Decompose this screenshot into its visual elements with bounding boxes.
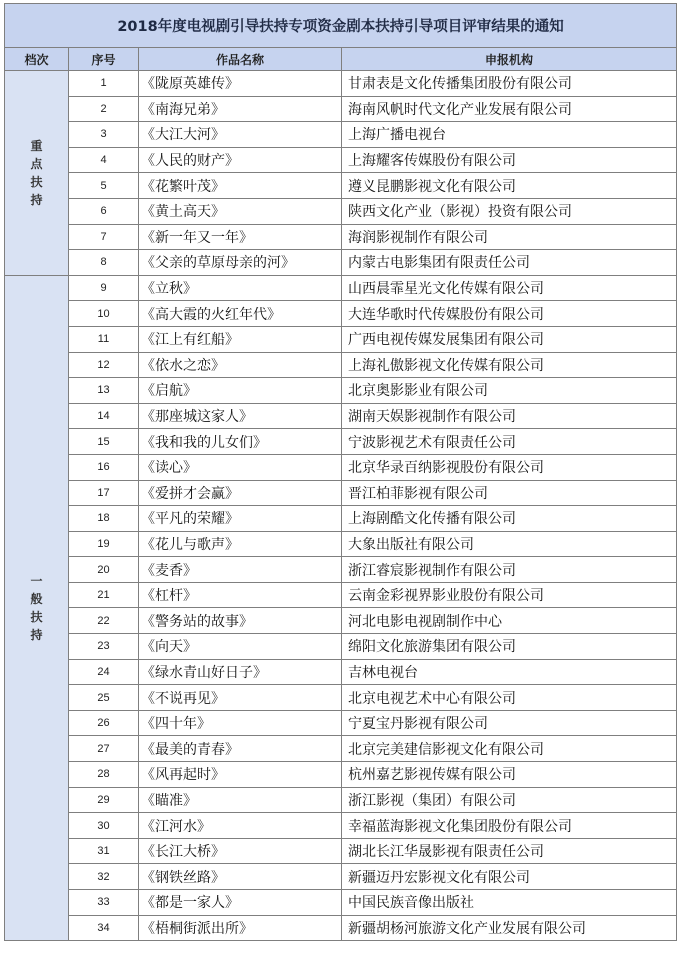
organization-name: 浙江睿宸影视制作有限公司 bbox=[342, 557, 677, 583]
row-number: 34 bbox=[69, 915, 139, 941]
organization-name: 北京华录百纳影视股份有限公司 bbox=[342, 454, 677, 480]
row-number: 33 bbox=[69, 890, 139, 916]
table-row bbox=[5, 736, 677, 762]
organization-name: 北京奥影影业有限公司 bbox=[342, 378, 677, 404]
work-title: 《花儿与歌声》 bbox=[139, 531, 342, 557]
organization-name: 海润影视制作有限公司 bbox=[342, 224, 677, 250]
table-row bbox=[5, 147, 677, 173]
organization-name: 新疆胡杨河旅游文化产业发展有限公司 bbox=[342, 915, 677, 941]
table-row bbox=[5, 634, 677, 660]
table-row bbox=[5, 710, 677, 736]
table-row bbox=[5, 864, 677, 890]
table-row bbox=[5, 250, 677, 276]
tier-cell bbox=[5, 275, 69, 940]
work-title: 《瞄准》 bbox=[139, 787, 342, 813]
organization-name: 云南金彩视界影业股份有限公司 bbox=[342, 582, 677, 608]
table-body bbox=[5, 71, 677, 941]
table-row bbox=[5, 915, 677, 941]
organization-name: 中国民族音像出版社 bbox=[342, 890, 677, 916]
organization-name: 北京完美建信影视文化有限公司 bbox=[342, 736, 677, 762]
work-title: 《新一年又一年》 bbox=[139, 224, 342, 250]
organization-name: 甘肃表是文化传播集团股份有限公司 bbox=[342, 71, 677, 97]
row-number: 3 bbox=[69, 122, 139, 148]
organization-name: 上海礼傲影视文化传媒有限公司 bbox=[342, 352, 677, 378]
work-title: 《人民的财产》 bbox=[139, 147, 342, 173]
work-title: 《黄土高天》 bbox=[139, 198, 342, 224]
table-row bbox=[5, 122, 677, 148]
header-row bbox=[5, 48, 677, 71]
work-title: 《南海兄弟》 bbox=[139, 96, 342, 122]
work-title: 《陇原英雄传》 bbox=[139, 71, 342, 97]
table-row bbox=[5, 890, 677, 916]
row-number: 18 bbox=[69, 506, 139, 532]
tier-cell bbox=[5, 71, 69, 276]
row-number: 23 bbox=[69, 634, 139, 660]
work-title: 《四十年》 bbox=[139, 710, 342, 736]
row-number: 25 bbox=[69, 685, 139, 711]
work-title: 《那座城这家人》 bbox=[139, 403, 342, 429]
row-number: 32 bbox=[69, 864, 139, 890]
table-row bbox=[5, 378, 677, 404]
work-title: 《长江大桥》 bbox=[139, 838, 342, 864]
table-row bbox=[5, 659, 677, 685]
organization-name: 大象出版社有限公司 bbox=[342, 531, 677, 557]
table-row bbox=[5, 480, 677, 506]
header-num: 序号 bbox=[69, 48, 139, 71]
table-row bbox=[5, 557, 677, 583]
organization-name: 晋江柏菲影视有限公司 bbox=[342, 480, 677, 506]
table-row bbox=[5, 813, 677, 839]
work-title: 《依水之恋》 bbox=[139, 352, 342, 378]
organization-name: 遵义昆鹏影视文化有限公司 bbox=[342, 173, 677, 199]
organization-name: 上海剧酷文化传播有限公司 bbox=[342, 506, 677, 532]
row-number: 17 bbox=[69, 480, 139, 506]
work-title: 《不说再见》 bbox=[139, 685, 342, 711]
work-title: 《警务站的故事》 bbox=[139, 608, 342, 634]
organization-name: 上海广播电视台 bbox=[342, 122, 677, 148]
row-number: 24 bbox=[69, 659, 139, 685]
row-number: 20 bbox=[69, 557, 139, 583]
table-row bbox=[5, 224, 677, 250]
work-title: 《父亲的草原母亲的河》 bbox=[139, 250, 342, 276]
results-table bbox=[4, 3, 677, 941]
work-title: 《梧桐街派出所》 bbox=[139, 915, 342, 941]
work-title: 《麦香》 bbox=[139, 557, 342, 583]
row-number: 14 bbox=[69, 403, 139, 429]
row-number: 15 bbox=[69, 429, 139, 455]
header-work: 作品名称 bbox=[139, 48, 342, 71]
tier-label: 重点扶持 bbox=[30, 138, 43, 207]
work-title: 《绿水青山好日子》 bbox=[139, 659, 342, 685]
work-title: 《花繁叶茂》 bbox=[139, 173, 342, 199]
row-number: 21 bbox=[69, 582, 139, 608]
row-number: 11 bbox=[69, 326, 139, 352]
work-title: 《读心》 bbox=[139, 454, 342, 480]
row-number: 12 bbox=[69, 352, 139, 378]
work-title: 《杠杆》 bbox=[139, 582, 342, 608]
organization-name: 浙江影视（集团）有限公司 bbox=[342, 787, 677, 813]
organization-name: 大连华歌时代传媒股份有限公司 bbox=[342, 301, 677, 327]
organization-name: 河北电影电视剧制作中心 bbox=[342, 608, 677, 634]
organization-name: 内蒙古电影集团有限责任公司 bbox=[342, 250, 677, 276]
work-title: 《都是一家人》 bbox=[139, 890, 342, 916]
work-title: 《大江大河》 bbox=[139, 122, 342, 148]
organization-name: 宁波影视艺术有限责任公司 bbox=[342, 429, 677, 455]
work-title: 《江河水》 bbox=[139, 813, 342, 839]
table-row bbox=[5, 301, 677, 327]
table-row bbox=[5, 787, 677, 813]
organization-name: 湖北长江华晟影视有限责任公司 bbox=[342, 838, 677, 864]
row-number: 2 bbox=[69, 96, 139, 122]
row-number: 7 bbox=[69, 224, 139, 250]
table-row bbox=[5, 198, 677, 224]
table-row bbox=[5, 403, 677, 429]
row-number: 6 bbox=[69, 198, 139, 224]
row-number: 19 bbox=[69, 531, 139, 557]
work-title: 《最美的青春》 bbox=[139, 736, 342, 762]
row-number: 5 bbox=[69, 173, 139, 199]
work-title: 《江上有红船》 bbox=[139, 326, 342, 352]
table-row bbox=[5, 96, 677, 122]
row-number: 27 bbox=[69, 736, 139, 762]
row-number: 16 bbox=[69, 454, 139, 480]
row-number: 8 bbox=[69, 250, 139, 276]
table-row bbox=[5, 506, 677, 532]
table-row bbox=[5, 173, 677, 199]
organization-name: 绵阳文化旅游集团有限公司 bbox=[342, 634, 677, 660]
row-number: 29 bbox=[69, 787, 139, 813]
organization-name: 广西电视传媒发展集团有限公司 bbox=[342, 326, 677, 352]
work-title: 《向天》 bbox=[139, 634, 342, 660]
work-title: 《平凡的荣耀》 bbox=[139, 506, 342, 532]
organization-name: 宁夏宝丹影视有限公司 bbox=[342, 710, 677, 736]
row-number: 9 bbox=[69, 275, 139, 301]
work-title: 《启航》 bbox=[139, 378, 342, 404]
table-row bbox=[5, 582, 677, 608]
table-row bbox=[5, 608, 677, 634]
organization-name: 湖南天娱影视制作有限公司 bbox=[342, 403, 677, 429]
table-row bbox=[5, 685, 677, 711]
table-row bbox=[5, 531, 677, 557]
row-number: 22 bbox=[69, 608, 139, 634]
work-title: 《我和我的儿女们》 bbox=[139, 429, 342, 455]
organization-name: 新疆迈丹宏影视文化有限公司 bbox=[342, 864, 677, 890]
row-number: 13 bbox=[69, 378, 139, 404]
organization-name: 海南风帆时代文化产业发展有限公司 bbox=[342, 96, 677, 122]
row-number: 30 bbox=[69, 813, 139, 839]
table-row bbox=[5, 71, 677, 97]
results-sheet bbox=[4, 3, 676, 941]
row-number: 1 bbox=[69, 71, 139, 97]
row-number: 10 bbox=[69, 301, 139, 327]
header-tier: 档次 bbox=[5, 48, 69, 71]
work-title: 《立秋》 bbox=[139, 275, 342, 301]
work-title: 《钢铁丝路》 bbox=[139, 864, 342, 890]
table-row bbox=[5, 326, 677, 352]
organization-name: 幸福蓝海影视文化集团股份有限公司 bbox=[342, 813, 677, 839]
organization-name: 山西晨霏星光文化传媒有限公司 bbox=[342, 275, 677, 301]
table-row bbox=[5, 352, 677, 378]
table-row bbox=[5, 275, 677, 301]
tier-label: 一般扶持 bbox=[30, 573, 43, 642]
work-title: 《爱拼才会赢》 bbox=[139, 480, 342, 506]
row-number: 4 bbox=[69, 147, 139, 173]
organization-name: 杭州嘉艺影视传媒有限公司 bbox=[342, 762, 677, 788]
work-title: 《风再起时》 bbox=[139, 762, 342, 788]
organization-name: 吉林电视台 bbox=[342, 659, 677, 685]
row-number: 31 bbox=[69, 838, 139, 864]
row-number: 28 bbox=[69, 762, 139, 788]
table-row bbox=[5, 429, 677, 455]
organization-name: 上海耀客传媒股份有限公司 bbox=[342, 147, 677, 173]
table-row bbox=[5, 762, 677, 788]
organization-name: 北京电视艺术中心有限公司 bbox=[342, 685, 677, 711]
organization-name: 陕西文化产业（影视）投资有限公司 bbox=[342, 198, 677, 224]
page-title: 2018年度电视剧引导扶持专项资金剧本扶持引导项目评审结果的通知 bbox=[5, 4, 677, 48]
work-title: 《高大霞的火红年代》 bbox=[139, 301, 342, 327]
table-row bbox=[5, 838, 677, 864]
row-number: 26 bbox=[69, 710, 139, 736]
header-org: 申报机构 bbox=[342, 48, 677, 71]
table-row bbox=[5, 454, 677, 480]
